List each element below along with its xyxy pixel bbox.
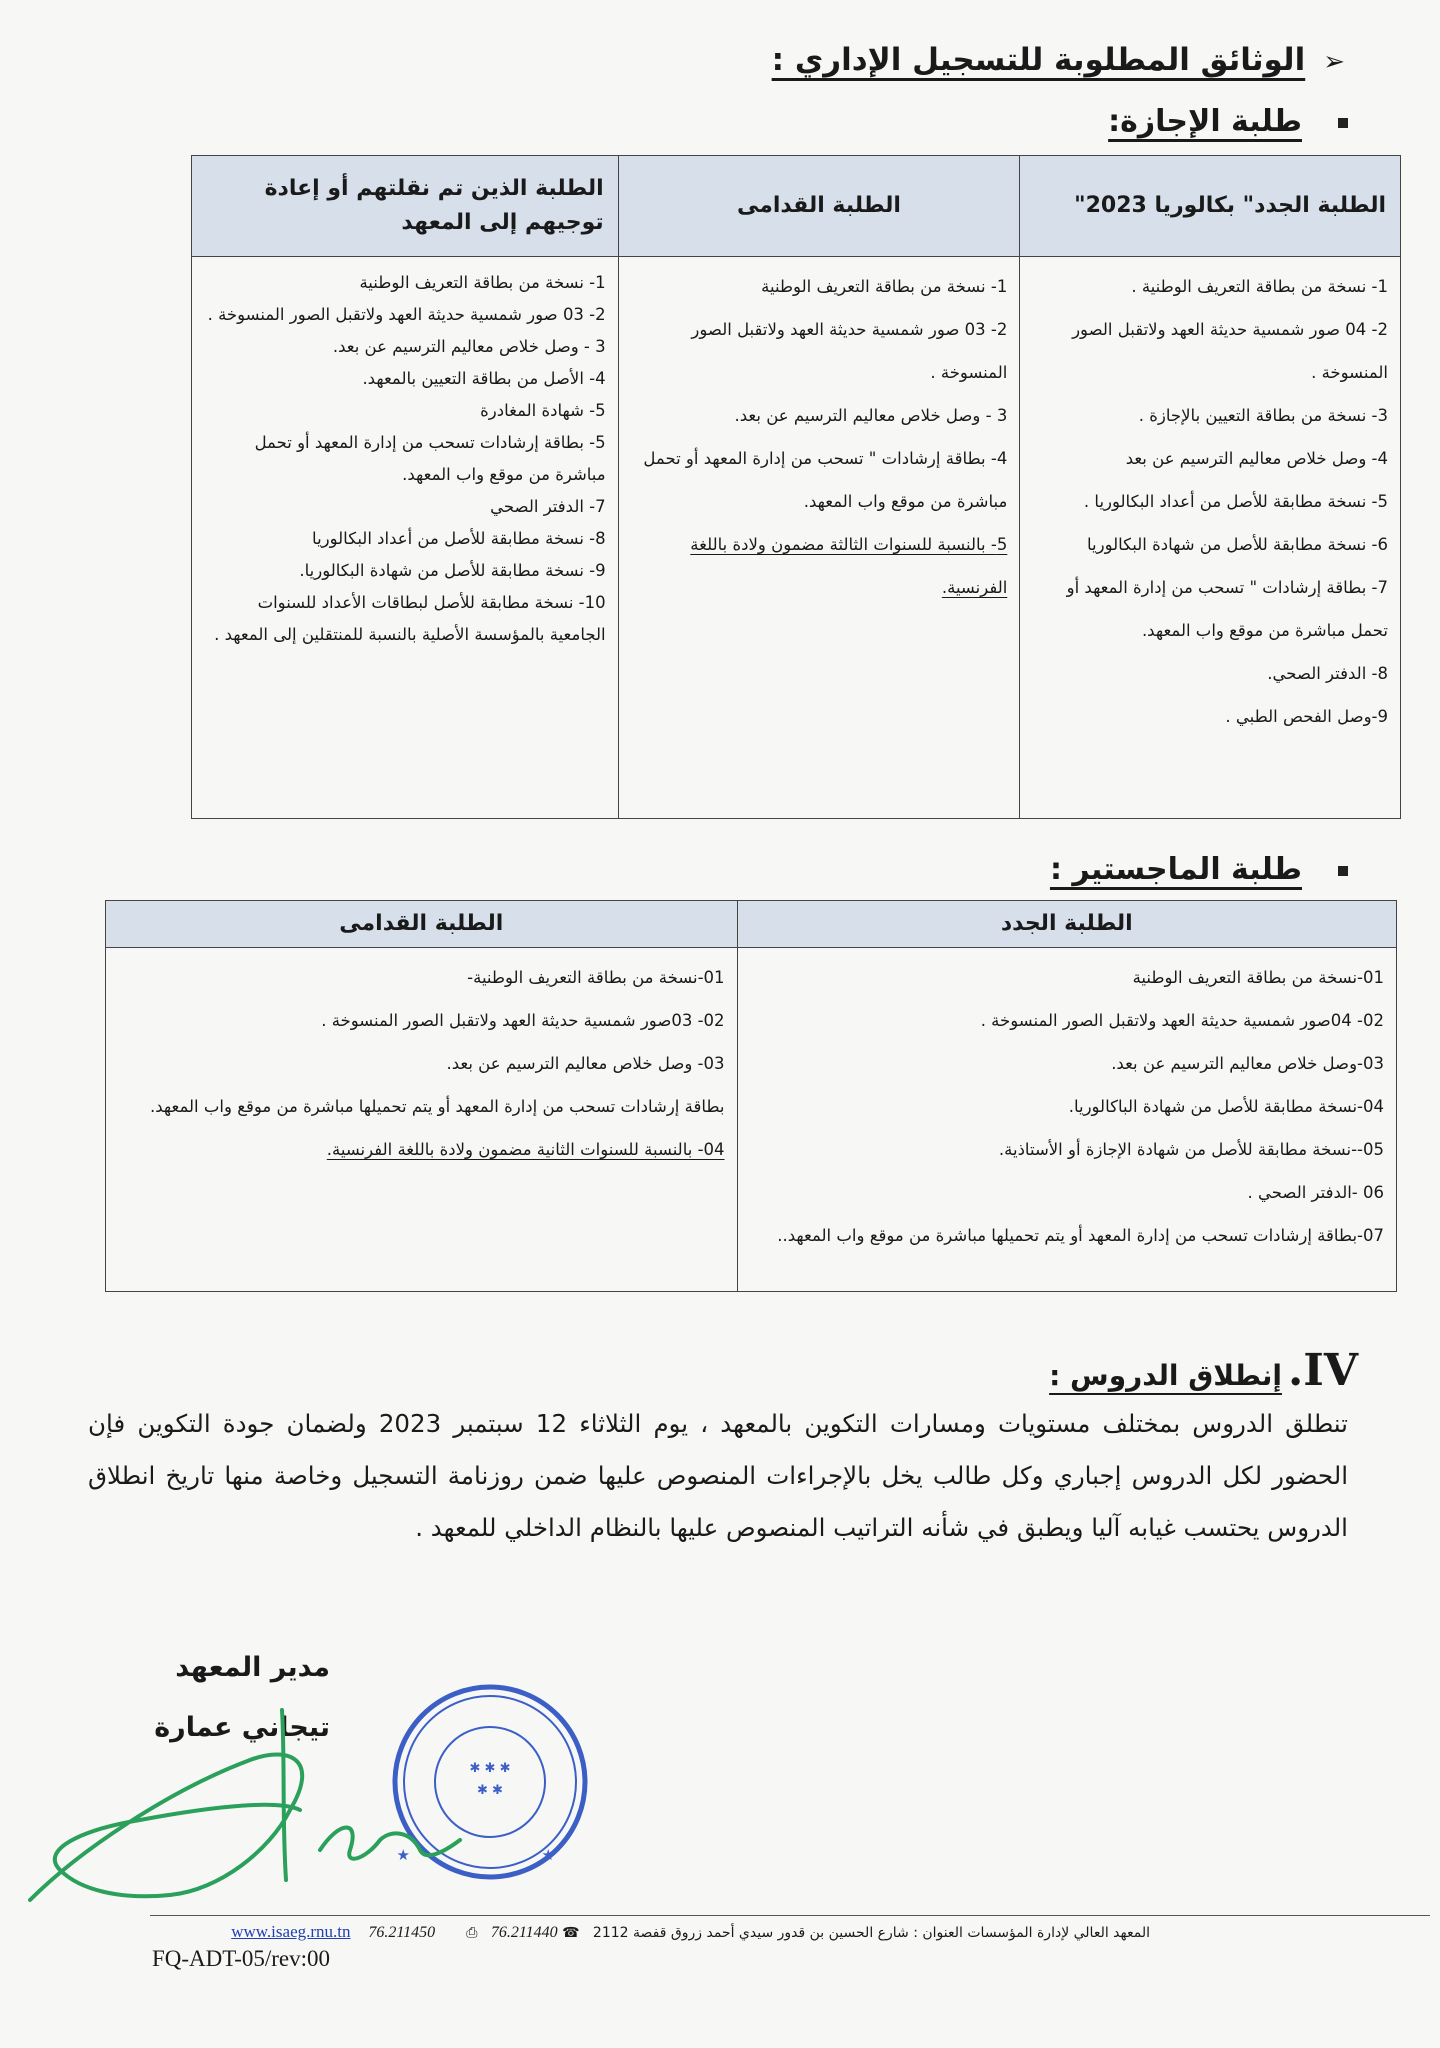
arrow-bullet-icon: ➢ <box>1323 47 1345 77</box>
phone-icon: ☎ <box>562 1925 580 1941</box>
footer-contact <box>231 1922 1150 1942</box>
square-bullet-icon <box>1338 866 1348 876</box>
courses-paragraph: تنطلق الدروس بمختلف مستويات ومسارات التكوين بالمعهد ، يوم الثلاثاء 12 سبتمبر 2023 ولضمان جودة التكوين فإن الحضور لكل الدروس إجباري وكل طالب يخل بالإجراءات المنصوص عليها ضمن روزنامة التسجيل وخاصة منها تاريخ انطلاق الدروس يحتسب غيابه آليا ويطبق في شأنه التراتيب المنصوص عليها بالنظام الداخلي للمعهد . <box>88 1409 1349 1542</box>
list-item: 7- بطاقة إرشادات " تسحب من إدارة المعهد أو تحمل مباشرة من موقع واب المعهد. <box>1066 578 1388 641</box>
license-new-list <box>1020 257 1401 819</box>
list-item: 1- نسخة من بطاقة التعريف الوطنية . <box>1131 277 1388 297</box>
list-item: 02- 04صور شمسية حديثة العهد ولاتقبل الصور المنسوخة . <box>980 1011 1384 1031</box>
list-item: 07-بطاقة إرشادات تسحب من إدارة المعهد أو يتم تحميلها مباشرة من موقع واب المعهد.. <box>777 1226 1384 1246</box>
list-item: 3 - وصل خلاص معاليم الترسيم عن بعد. <box>332 337 606 357</box>
license-heading <box>1108 104 1348 139</box>
footer-divider <box>150 1915 1430 1916</box>
list-item: 04-نسخة مطابقة للأصل من شهادة الباكالوريا. <box>1068 1097 1384 1117</box>
section-heading-text: الوثائق المطلوبة للتسجيل الإداري : <box>771 42 1306 78</box>
list-item: 4- وصل خلاص معاليم الترسيم عن بعد <box>1125 449 1388 469</box>
list-item: 2- 03 صور شمسية حديثة العهد ولاتقبل الصور المنسوخة . <box>691 320 1008 383</box>
master-heading-text: طلبة الماجستير : <box>1049 852 1302 887</box>
list-item: 2- 04 صور شمسية حديثة العهد ولاتقبل الصور المنسوخة . <box>1072 320 1388 383</box>
list-item: 06 -الدفتر الصحي . <box>1247 1183 1384 1203</box>
list-item: 4- بطاقة إرشادات " تسحب من إدارة المعهد أو تحمل مباشرة من موقع واب المعهد. <box>643 449 1008 512</box>
fax-icon: ⎙ <box>466 1925 478 1941</box>
license-table <box>191 155 1401 819</box>
list-item: 10- نسخة مطابقة للأصل لبطاقات الأعداد للسنوات الجامعية بالمؤسسة الأصلية بالنسبة للمنتقلين إلى المعهد . <box>214 593 606 645</box>
license-col-new: الطلبة الجدد" بكالوريا 2023" <box>1020 156 1401 257</box>
license-col-transfer: الطلبة الذين تم نقلتهم أو إعادة توجيهم إلى المعهد <box>192 156 619 257</box>
director-name: تيجاني عمارة <box>154 1712 330 1743</box>
section-heading <box>772 42 1345 78</box>
courses-heading <box>1049 1345 1358 1396</box>
master-table <box>105 900 1397 1292</box>
list-item: 8- نسخة مطابقة للأصل من أعداد البكالوريا <box>312 529 606 549</box>
handwritten-signature <box>20 1700 490 1920</box>
courses-heading-text: إنطلاق الدروس : <box>1049 1359 1282 1392</box>
svg-text:✱ ✱: ✱ ✱ <box>477 1783 503 1798</box>
list-item: 5- بطاقة إرشادات تسحب من إدارة المعهد أو تحمل مباشرة من موقع واب المعهد. <box>254 433 606 485</box>
list-item: 3 - وصل خلاص معاليم الترسيم عن بعد. <box>734 406 1008 426</box>
list-item: 9-وصل الفحص الطبي . <box>1225 707 1388 727</box>
master-col-old: الطلبة القدامى <box>106 901 738 948</box>
list-item: 03-وصل خلاص معاليم الترسيم عن بعد. <box>1111 1054 1384 1074</box>
square-bullet-icon <box>1338 118 1348 128</box>
list-item: 6- نسخة مطابقة للأصل من شهادة البكالوريا <box>1086 535 1388 555</box>
list-item: 3- نسخة من بطاقة التعيين بالإجازة . <box>1138 406 1388 426</box>
list-item: 03- وصل خلاص معاليم الترسيم عن بعد. <box>446 1054 725 1074</box>
footer-address: المعهد العالي لإدارة المؤسسات العنوان : شارع الحسين بن قدور سيدي أحمد زروق قفصة 2112 <box>592 1925 1150 1941</box>
list-item: 1- نسخة من بطاقة التعريف الوطنية <box>761 277 1008 297</box>
list-item: 5- شهادة المغادرة <box>480 401 606 421</box>
license-transfer-list <box>192 257 619 819</box>
list-item: 7- الدفتر الصحي <box>490 497 606 517</box>
list-item: 05--نسخة مطابقة للأصل من شهادة الإجازة أو الأستاذية. <box>998 1140 1384 1160</box>
list-item: 04- بالنسبة للسنوات الثانية مضمون ولادة باللغة الفرنسية. <box>326 1140 725 1160</box>
master-col-new: الطلبة الجدد <box>737 901 1396 948</box>
footer-website-link[interactable]: www.isaeg.rnu.tn <box>231 1922 351 1941</box>
list-item: 02- 03صور شمسية حديثة العهد ولاتقبل الصور المنسوخة . <box>321 1011 725 1031</box>
license-old-list <box>618 257 1020 819</box>
list-item: 8- الدفتر الصحي. <box>1267 664 1388 684</box>
list-item: 1- نسخة من بطاقة التعريف الوطنية <box>359 273 606 293</box>
svg-text:✱ ✱ ✱: ✱ ✱ ✱ <box>469 1761 511 1776</box>
license-col-old: الطلبة القدامى <box>618 156 1020 257</box>
list-item: 2- 03 صور شمسية حديثة العهد ولاتقبل الصور المنسوخة . <box>207 305 606 325</box>
director-title: مدير المعهد <box>175 1652 330 1683</box>
master-new-list <box>737 948 1396 1292</box>
master-heading <box>1050 852 1348 887</box>
svg-text:★: ★ <box>541 1846 555 1864</box>
list-item: 5- نسخة مطابقة للأصل من أعداد البكالوريا . <box>1083 492 1388 512</box>
footer-fax: 76.211450 <box>368 1924 436 1941</box>
footer-phone: 76.211440 <box>490 1924 558 1941</box>
form-code: FQ-ADT-05/rev:00 <box>152 1946 331 1971</box>
list-item: 01-نسخة من بطاقة التعريف الوطنية- <box>467 968 725 988</box>
list-item: 01-نسخة من بطاقة التعريف الوطنية <box>1132 968 1384 988</box>
license-heading-text: طلبة الإجازة: <box>1108 104 1302 139</box>
list-item: 4- الأصل من بطاقة التعيين بالمعهد. <box>362 369 606 389</box>
list-item: بطاقة إرشادات تسحب من إدارة المعهد أو يتم تحميلها مباشرة من موقع واب المعهد. <box>150 1097 725 1117</box>
master-old-list <box>106 948 738 1292</box>
list-item: 5- بالنسبة للسنوات الثالثة مضمون ولادة باللغة الفرنسية. <box>690 535 1008 598</box>
section-number: IV. <box>1287 1345 1358 1396</box>
svg-text:★: ★ <box>396 1846 410 1864</box>
list-item: 9- نسخة مطابقة للأصل من شهادة البكالوريا. <box>299 561 606 581</box>
